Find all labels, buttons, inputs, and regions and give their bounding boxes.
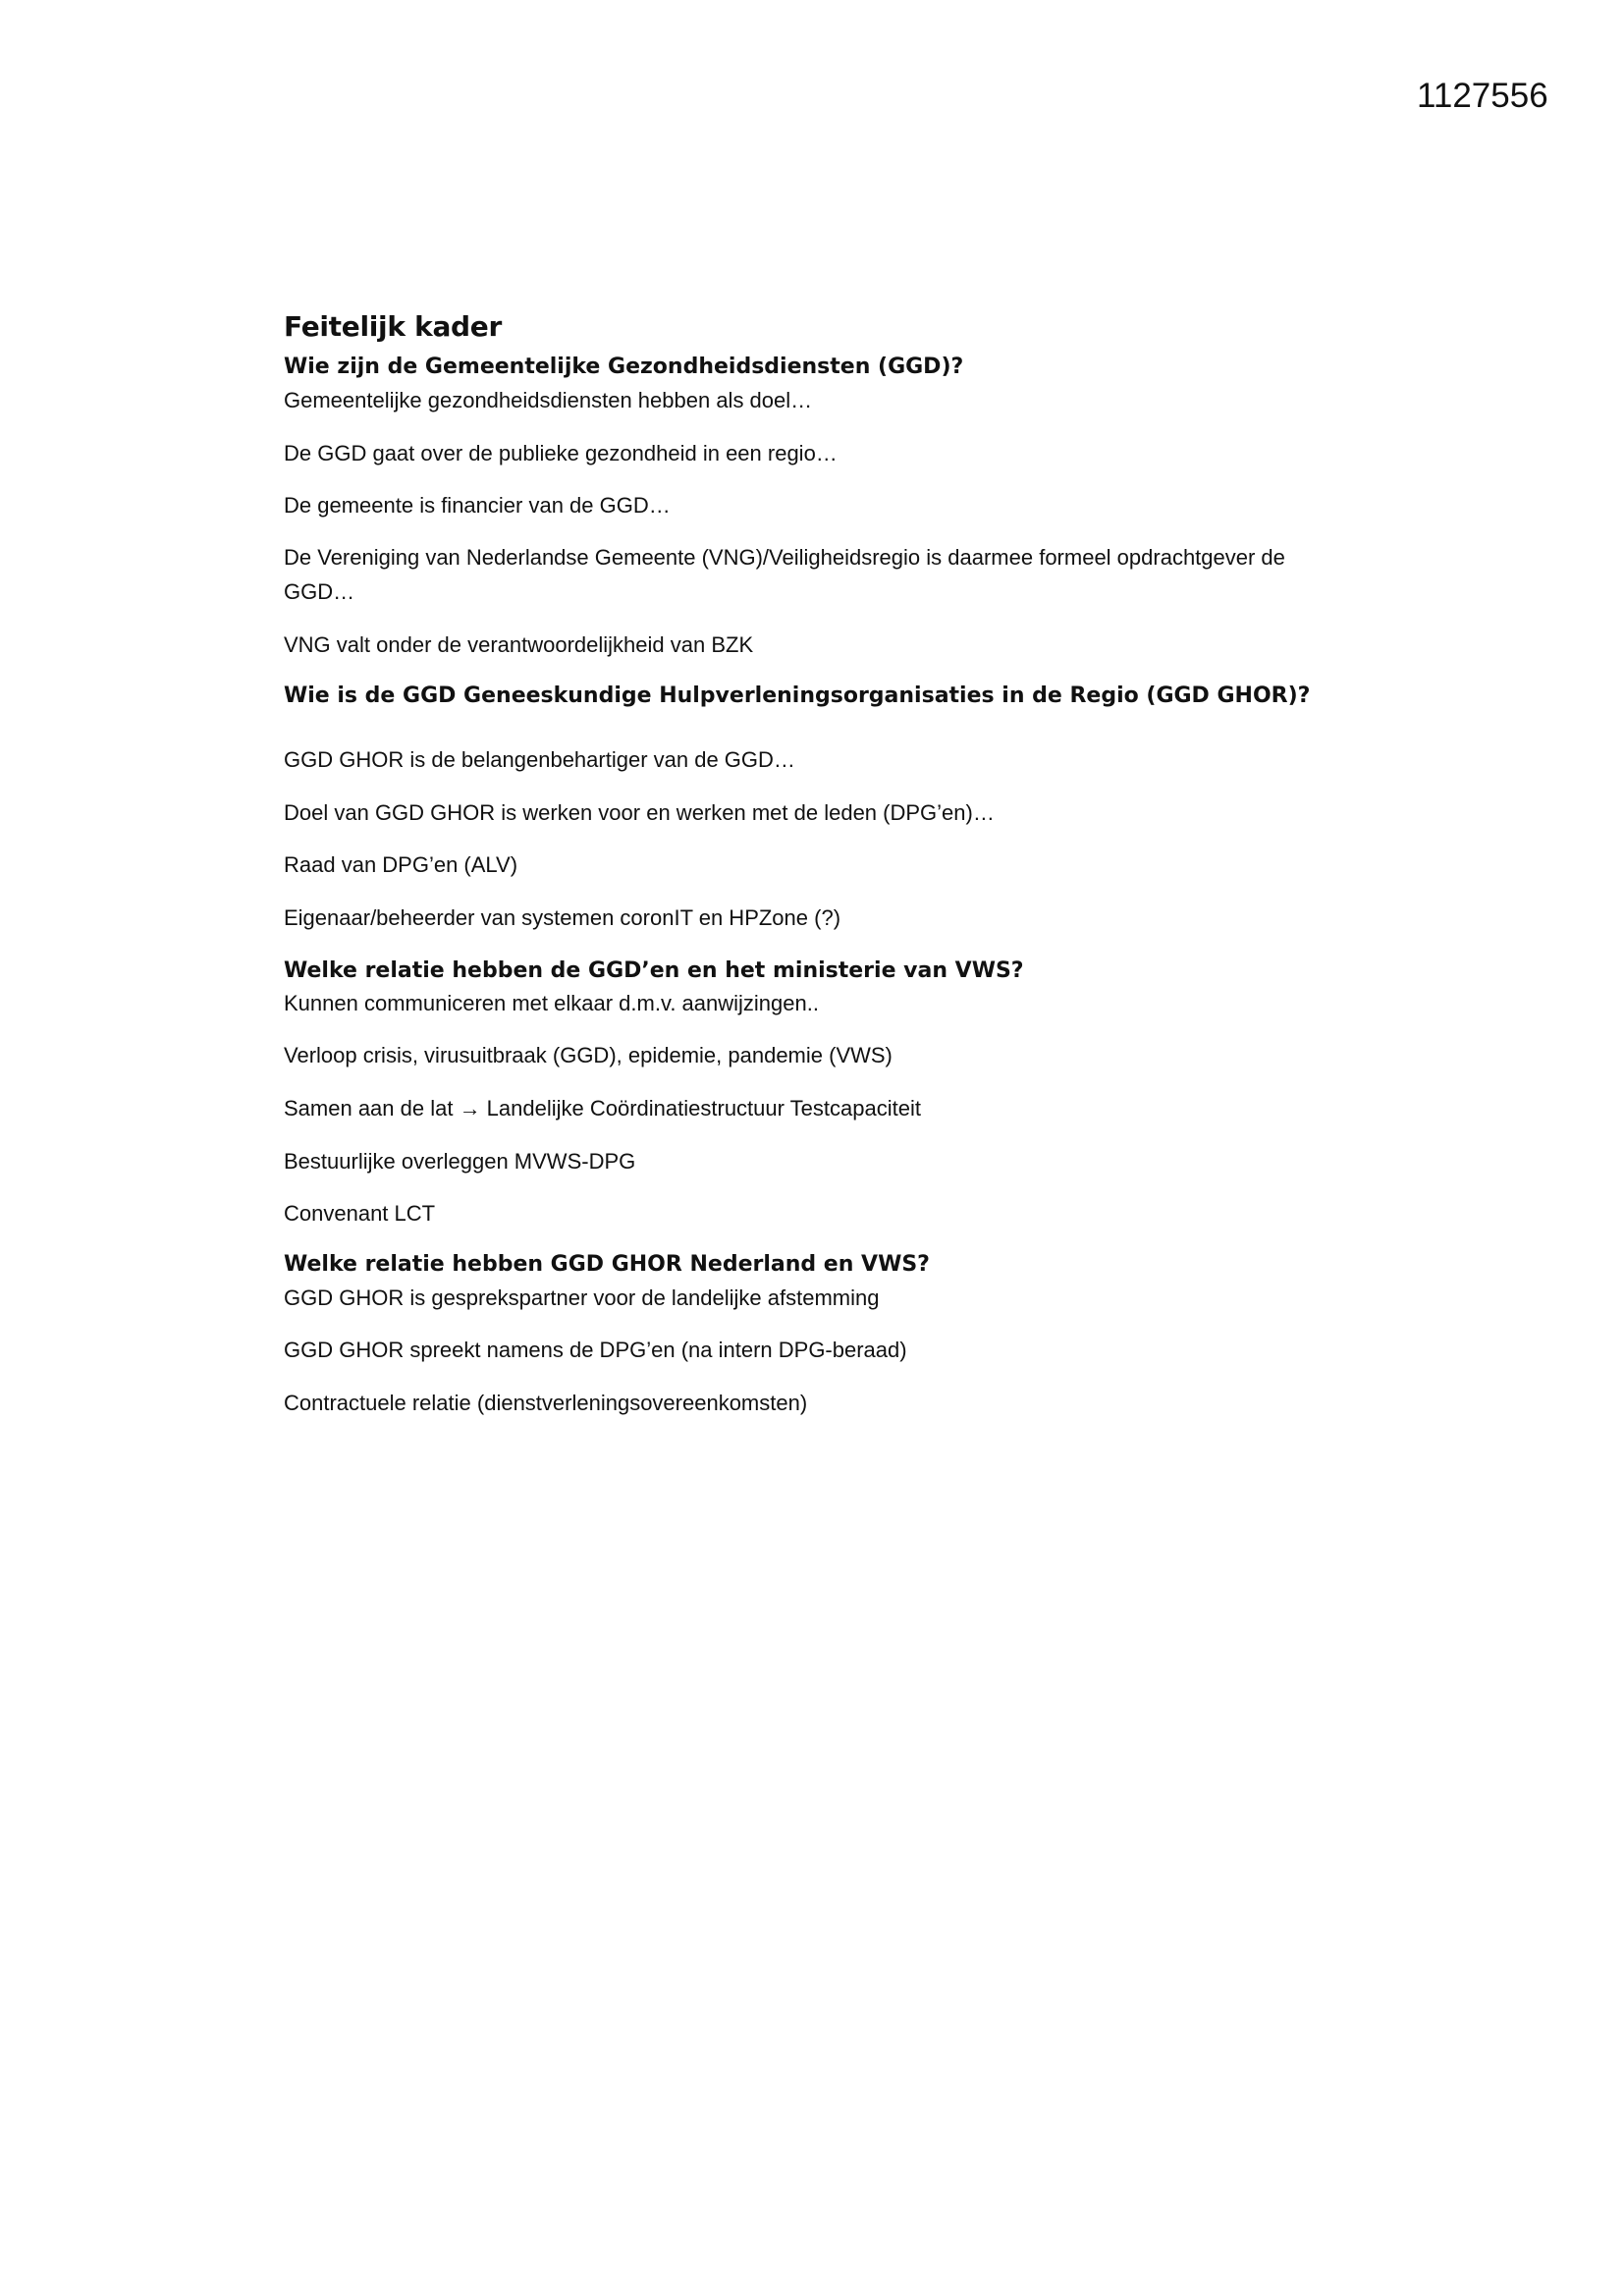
paragraph: Kunnen communiceren met elkaar d.m.v. aanwijzingen..	[284, 991, 819, 1015]
section-heading: Welke relatie hebben GGD GHOR Nederland en VWS?	[284, 1252, 930, 1277]
paragraph: GGD GHOR is de belangenbehartiger van de GGD…	[284, 747, 795, 772]
paragraph: GGD GHOR is gesprekspartner voor de landelijke afstemming	[284, 1285, 880, 1310]
paragraph: Verloop crisis, virusuitbraak (GGD), epidemie, pandemie (VWS)	[284, 1043, 893, 1067]
paragraph: Contractuele relatie (dienstverleningsovereenkomsten)	[284, 1391, 808, 1415]
paragraph: Convenant LCT	[284, 1201, 436, 1226]
section-heading: Welke relatie hebben de GGD’en en het ministerie van VWS?	[284, 958, 1024, 983]
paragraph: De Vereniging van Nederlandse Gemeente (VNG)/Veiligheidsregio is daarmee formeel opdrachtgever de GGD…	[284, 545, 1285, 604]
paragraph: Eigenaar/beheerder van systemen coronIT en HPZone (?)	[284, 905, 841, 930]
paragraph: Bestuurlijke overleggen MVWS-DPG	[284, 1149, 636, 1174]
paragraph: GGD GHOR spreekt namens de DPG’en (na intern DPG-beraad)	[284, 1338, 907, 1362]
paragraph: Samen aan de lat → Landelijke Coördinatiestructuur Testcapaciteit	[284, 1096, 921, 1121]
paragraph: VNG valt onder de verantwoordelijkheid van BZK	[284, 632, 754, 657]
page-title: Feitelijk kader	[284, 310, 502, 343]
section-heading: Wie is de GGD Geneeskundige Hulpverleningsorganisaties in de Regio (GGD GHOR)?	[284, 683, 1311, 708]
paragraph: Raad van DPG’en (ALV)	[284, 852, 518, 877]
section-heading: Wie zijn de Gemeentelijke Gezondheidsdiensten (GGD)?	[284, 355, 964, 379]
paragraph: De gemeente is financier van de GGD…	[284, 493, 671, 518]
paragraph: Doel van GGD GHOR is werken voor en werken met de leden (DPG’en)…	[284, 800, 995, 825]
document-number: 1127556	[1417, 77, 1548, 115]
paragraph: De GGD gaat over de publieke gezondheid in een regio…	[284, 441, 838, 465]
paragraph: Gemeentelijke gezondheidsdiensten hebben als doel…	[284, 388, 813, 412]
